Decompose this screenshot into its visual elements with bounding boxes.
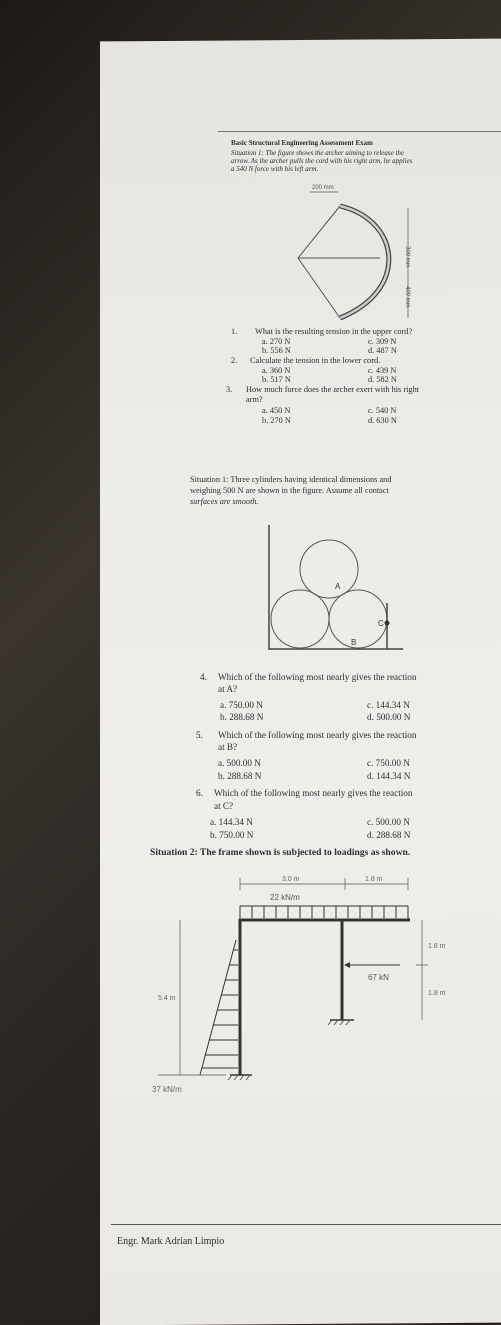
bow-limb: [340, 206, 389, 318]
archer-bow-figure: [280, 180, 420, 325]
q5-option-d: d. 144.34 N: [367, 771, 411, 781]
footer-rule: [111, 1224, 501, 1225]
q2-option-d: d. 582 N: [368, 375, 397, 384]
q4-option-c: c. 144.34 N: [367, 700, 410, 710]
q6-option-d: d. 288.68 N: [367, 830, 411, 840]
author-name: Engr. Mark Adrian Limpio: [117, 1236, 225, 1247]
q1-number: 1.: [231, 327, 238, 336]
q5-text-line-1: Which of the following most nearly gives the reaction: [218, 730, 417, 740]
dim-lower-label: 400 mm: [404, 286, 410, 308]
q1-text: What is the resulting tension in the upper cord?: [255, 327, 413, 336]
exam-title: Basic Structural Engineering Assessment Exam: [231, 139, 373, 147]
q5-number: 5.: [196, 730, 203, 740]
situation-1-line-3: a 540 N force with his left arm.: [231, 165, 319, 173]
q3-text-line-2: arm?: [246, 395, 263, 404]
q2-option-b: b. 517 N: [262, 375, 291, 384]
dim-upper-label: 300 mm: [404, 246, 410, 268]
q6-text-line-2: at C?: [214, 801, 234, 811]
right-upper-label: 1.8 m: [428, 943, 446, 950]
q4-option-b: b. 288.68 N: [220, 712, 264, 722]
q5-option-c: c. 750.00 N: [367, 758, 410, 768]
q2-option-c: c. 439 N: [368, 366, 397, 375]
q1-option-c: c. 309 N: [368, 337, 397, 346]
label-a: A: [335, 582, 341, 591]
situation-1-line-2: arrow. As the archer pulls the cord with his right arm, he applies: [231, 157, 413, 165]
q6-option-b: b. 750.00 N: [210, 830, 254, 840]
dim-left-label: 3.0 m: [282, 876, 300, 883]
q4-text-line-2: at A?: [218, 684, 238, 694]
label-b: B: [351, 638, 357, 647]
situation-2-text: [150, 847, 410, 859]
q5-text-line-2: at B?: [218, 742, 238, 752]
cylinder-top: [300, 540, 358, 598]
top-rule: [218, 131, 501, 132]
cylinder-left: [271, 590, 329, 648]
q5-option-b: b. 288.68 N: [218, 771, 262, 781]
q4-text-line-1: Which of the following most nearly gives the reaction: [218, 672, 417, 682]
point-load-label: 67 kN: [368, 973, 389, 982]
dim-top-label: 200 mm: [312, 185, 334, 191]
q3-option-c: c. 540 N: [368, 406, 397, 415]
upper-cord: [298, 206, 340, 258]
q2-text: Calculate the tension in the lower cord.: [250, 356, 381, 365]
q1-option-a: a. 270 N: [262, 337, 291, 346]
q6-option-a: a. 144.34 N: [210, 817, 253, 827]
q2-option-a: a. 360 N: [262, 366, 291, 375]
q1-option-d: d. 487 N: [368, 346, 397, 355]
left-support: [228, 1075, 252, 1080]
frame-left-and-beam: [240, 920, 410, 1075]
frame-figure: [140, 870, 446, 1100]
q3-option-d: d. 630 N: [368, 416, 397, 425]
q3-option-a: a. 450 N: [262, 406, 291, 415]
dim-right-label: 1.8 m: [365, 876, 383, 883]
tri-load-label: 37 kN/m: [152, 1085, 182, 1094]
q6-text-line-1: Which of the following most nearly gives the reaction: [214, 788, 413, 798]
right-lower-label: 1.8 m: [428, 990, 446, 997]
q3-option-b: b. 270 N: [262, 416, 291, 425]
udl-label: 22 kN/m: [270, 893, 300, 902]
q3-text-line-1: How much force does the archer exert with his right: [246, 385, 420, 394]
cylinders-figure: [265, 523, 405, 653]
left-height-label: 5.4 m: [158, 995, 176, 1002]
q1-option-b: b. 556 N: [262, 346, 291, 355]
label-c: C: [378, 619, 384, 628]
sit1b-line-2: weighing 500 N are shown in the figure. Assume all contact: [190, 486, 389, 495]
contact-c-dot: [385, 621, 390, 626]
situation-1-line-1: Situation 1: The figure shows the archer aiming to release the: [231, 149, 405, 157]
q2-number: 2.: [231, 356, 238, 365]
tri-load-arrows: [202, 950, 238, 1068]
sit1b-line-3: surfaces are smooth.: [190, 497, 259, 506]
situation-2-text-inner: Situation 2: The frame shown is subjected to loadings as shown.: [150, 847, 411, 858]
q4-option-d: d. 500.00 N: [367, 712, 411, 722]
q3-number: 3.: [226, 385, 233, 394]
right-support: [328, 1020, 354, 1025]
q6-number: 6.: [196, 788, 203, 798]
lower-cord: [298, 258, 340, 318]
sit1b-line-1: Situation 1: Three cylinders having identical dimensions and: [190, 475, 392, 484]
q6-option-c: c. 500.00 N: [367, 817, 410, 827]
q4-number: 4.: [200, 672, 207, 682]
udl-arrows: [240, 906, 408, 918]
q5-option-a: a. 500.00 N: [218, 758, 261, 768]
q4-option-a: a. 750.00 N: [220, 700, 263, 710]
